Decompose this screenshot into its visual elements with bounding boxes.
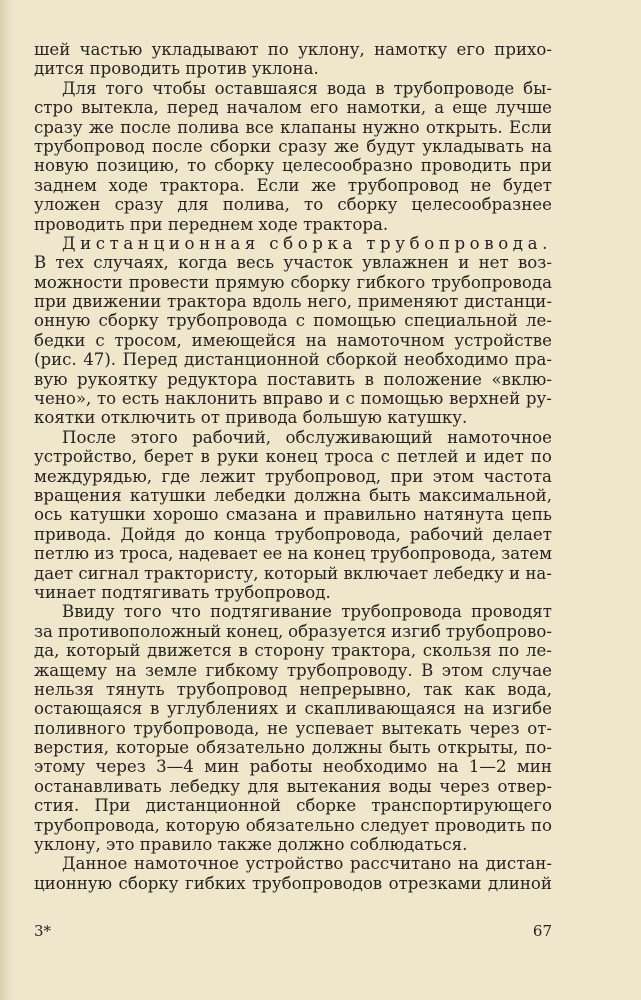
text-line: шей частью укладывают по уклону, намотку его прихо- bbox=[34, 40, 552, 59]
text-line: поливного трубопровода, не успевает вытекать через от- bbox=[34, 718, 552, 738]
text-line: онную сборку трубопровода с помощью специальной ле- bbox=[34, 311, 552, 331]
text-line: можности провести прямую сборку гибкого трубопровода bbox=[34, 272, 552, 292]
text-line: заднем ходе трактора. Если же трубопровод не будет bbox=[34, 175, 552, 195]
text-line: при движении трактора вдоль него, применяют дистанци- bbox=[34, 292, 552, 312]
page-footer bbox=[34, 922, 552, 942]
text-line: останавливать лебедку для вытекания воды через отвер- bbox=[34, 776, 552, 796]
text-line: за противоположный конец, образуется изгиб трубопрово- bbox=[34, 621, 552, 641]
text-line: сразу же после полива все клапаны нужно открыть. Если bbox=[34, 117, 552, 137]
text-line: междурядью, где лежит трубопровод, при этом частота bbox=[34, 466, 552, 486]
signature-mark: 3* bbox=[34, 922, 52, 940]
text-line: этому через 3—4 мин работы необходимо на 1—2 мин bbox=[34, 757, 552, 777]
text-line: После этого рабочий, обслуживающий намоточное bbox=[62, 427, 552, 447]
text-line: дится проводить против уклона. bbox=[34, 59, 319, 79]
text-line: жащему на земле гибкому трубопроводу. В этом случае bbox=[34, 660, 552, 680]
text-line: ционную сборку гибких трубопроводов отрезками длиной bbox=[34, 873, 552, 893]
text-line: остающаяся в углублениях и скапливающаяся на изгибе bbox=[34, 699, 552, 719]
page-number: 67 bbox=[532, 922, 552, 940]
text-line: нельзя тянуть трубопровод непрерывно, так как вода, bbox=[34, 679, 552, 699]
text-line: уклону, это правило также должно соблюдаться. bbox=[34, 835, 468, 855]
text-line: ось катушки хорошо смазана и правильно натянута цепь bbox=[34, 505, 552, 525]
text-line: петлю из троса, надевает ее на конец трубопровода, затем bbox=[34, 544, 552, 564]
text-line: Дистанционная сборка трубопровода. bbox=[62, 233, 552, 253]
text-line: Данное намоточное устройство рассчитано на дистан- bbox=[62, 854, 552, 874]
text-line: вую рукоятку редуктора поставить в положение «вклю- bbox=[34, 369, 552, 389]
text-line: Для того чтобы оставшаяся вода в трубопроводе бы- bbox=[62, 78, 552, 98]
text-line: трубопровод после сборки сразу же будут укладывать на bbox=[34, 136, 552, 156]
text-line: чено», то есть наклонить вправо и с помощью верхней ру- bbox=[34, 389, 552, 409]
text-line: проводить при переднем ходе трактора. bbox=[34, 214, 389, 234]
text-line: бедки с тросом, имеющейся на намоточном устройстве bbox=[34, 330, 552, 350]
body-text bbox=[34, 40, 552, 893]
text-line: Ввиду того что подтягивание трубопровода проводят bbox=[62, 602, 552, 622]
text-line: устройство, берет в руки конец троса с петлей и идет по bbox=[34, 447, 552, 467]
text-line: новую позицию, то сборку целесообразно проводить при bbox=[34, 156, 552, 176]
text-line: верстия, которые обязательно должны быть открыты, по- bbox=[34, 738, 552, 758]
text-line: (рис. 47). Перед дистанционной сборкой необходимо пра- bbox=[34, 350, 552, 370]
page-edge bbox=[0, 0, 14, 1000]
text-line: дает сигнал трактористу, который включает лебедку и на- bbox=[34, 563, 552, 583]
text-line: чинает подтягивать трубопровод. bbox=[34, 582, 331, 602]
text-line: да, который движется в сторону трактора, скользя по ле- bbox=[34, 641, 552, 661]
text-line: трубопровода, которую обязательно следует проводить по bbox=[34, 815, 552, 835]
text-line: уложен сразу для полива, то сборку целесообразнее bbox=[34, 195, 552, 215]
text-line: вращения катушки лебедки должна быть максимальной, bbox=[34, 485, 552, 505]
text-line: стия. При дистанционной сборке транспортирующего bbox=[34, 796, 552, 816]
text-line: привода. Дойдя до конца трубопровода, рабочий делает bbox=[34, 524, 552, 544]
text-line: В тех случаях, когда весь участок увлажнен и нет воз- bbox=[34, 253, 552, 273]
text-line: стро вытекла, перед началом его намотки, а еще лучше bbox=[34, 98, 552, 118]
text-line: коятки отключить от привода большую катушку. bbox=[34, 408, 468, 428]
